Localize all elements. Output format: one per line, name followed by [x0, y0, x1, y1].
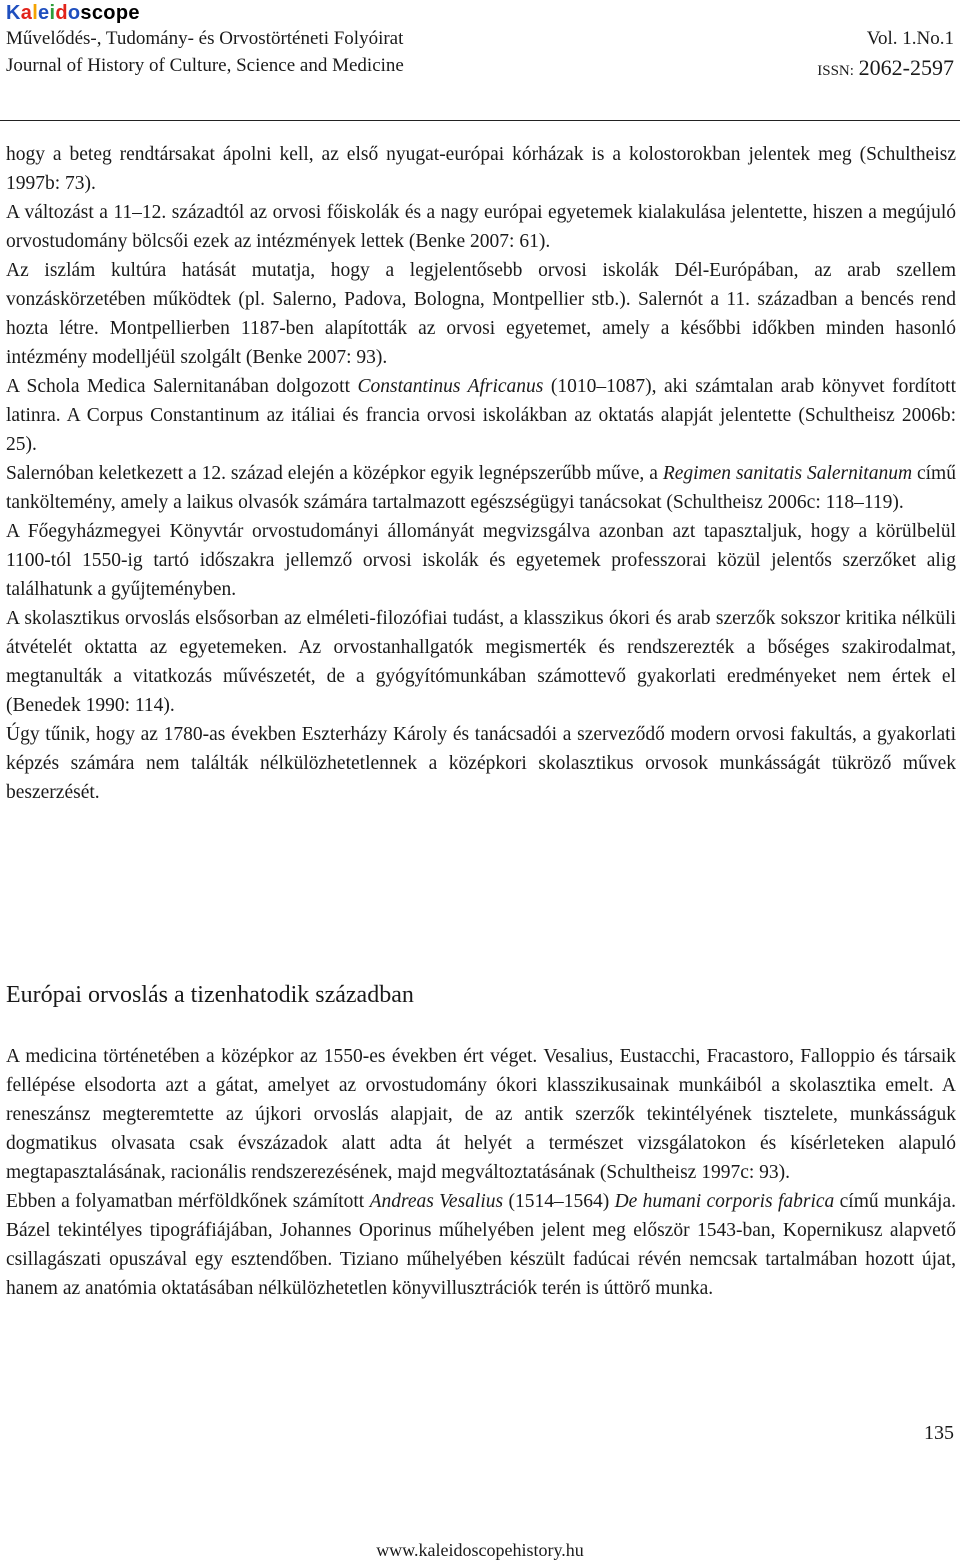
logo-letter: o: [67, 2, 81, 24]
section-heading: Európai orvoslás a tizenhatodik században: [6, 982, 414, 1008]
paragraph: A medicina történetében a középkor az 1550-es években ért véget. Vesalius, Eustacchi, Fracastoro, Falloppio és társaik fellépése elsodorta azt a gátat, amelyet az orvostudomány ókori klasszikusainak munkáiból a skolasztika emelt. A reneszánsz megteremtette az újkori orvoslás alapjait, de az antik szerzők tekintélyének tisztelete, munkásságuk dogmatikus olvasata csak évszázadok alatt adta át helyét a természet vizsgálatokon és kísérleteken alapuló megtapasztalásának, racionális rendszerezésének, majd megváltoztatásának (Schultheisz 1997c: 93).: [6, 1046, 956, 1183]
header-divider: [0, 120, 960, 121]
paragraph: Az iszlám kultúra hatását mutatja, hogy a legjelentősebb orvosi iskolák Dél-Európában, az arab szellem vonzáskörzetében működtek (pl. Salerno, Padova, Bologna, Montpellier stb.). Salernót a 11. században a bencés rend hozta létre. Montpellierben 1187-ben alapították az orvosi egyetemet, amely a későbbi időkben minden hasonló intézmény modelljéül szolgált (Benke 2007: 93).: [6, 260, 956, 368]
issn-number: 2062-2597: [858, 55, 954, 80]
logo-letter: K: [6, 2, 21, 24]
logo-letter: e: [128, 2, 140, 24]
issn-prefix: ISSN:: [817, 63, 854, 79]
body-text-top: [6, 140, 956, 807]
logo-letter: e: [38, 2, 50, 24]
paragraph: hogy a beteg rendtársakat ápolni kell, az első nyugat-európai kórházak is a kolostorokban jelentek meg (Schultheisz 1997b: 73).: [6, 144, 956, 194]
paragraph: Úgy tűnik, hogy az 1780-as években Eszterházy Károly és tanácsadói a szerveződő modern orvosi fakultás, a gyakorlati képzés számára nem találták nélkülözhetetlennek a középkori skolasztikus orvosok munkásságát tükröző művek beszerzését.: [6, 724, 956, 803]
body-text-bottom: [6, 1042, 956, 1303]
journal-subtitle-hu: Művelődés-, Tudomány- és Orvostörténeti Folyóirat: [6, 28, 404, 49]
page-number: 135: [924, 1422, 954, 1444]
paragraph: A skolasztikus orvoslás elsősorban az elméleti-filozófiai tudást, a klasszikus ókori és arab szerzők sokszor kritika nélküli átvételét oktatta az egyetemeken. Az orvostanhallgatók megismerték és rendszerezték a bőséges szakirodalmat, megtanulták a vitatkozás művészetét, de a gyógyítómunkában számottevő gyakorlati eredményeket nem értek el (Benedek 1990: 114).: [6, 608, 956, 716]
paragraph: A változást a 11–12. századtól az orvosi főiskolák és a nagy európai egyetemek kialakulása jelentette, hiszen a megújuló orvostudomány bölcsői ezek az intézmények lettek (Benke 2007: 61).: [6, 202, 956, 252]
volume-label: Vol. 1.No.1: [866, 28, 954, 49]
paragraph: Ebben a folyamatban mérföldkőnek számított Andreas Vesalius (1514–1564) De humani corporis fabrica című munkája. Bázel tekintélyes tipográfiájában, Johannes Oporinus műhelyében jelent meg először 1543-ban, Kopernikusz alapvető csillagászati opuszával egy esztendőben. Tiziano műhelyében készült fadúcai révén nemcsak tartalmában hozott újat, hanem az anatómia oktatásában nélkülözhetetlen könyvillusztrációk terén is úttörő munka.: [6, 1191, 956, 1299]
logo-letter: i: [49, 2, 56, 24]
footer-url: www.kaleidoscopehistory.hu: [376, 1540, 584, 1560]
issn-label: [817, 55, 954, 81]
paragraph: A Főegyházmegyei Könyvtár orvostudományi állományát megvizsgálva azonban azt tapasztaljuk, hogy a körülbelül 1100-tól 1550-ig tartó időszakra jellemző orvosi iskolák és egyetemek professzorai közül jelentős szerzőket alig találhatunk a gyűjteményben.: [6, 521, 956, 600]
paragraph: A Schola Medica Salernitanában dolgozott Constantinus Africanus (1010–1087), aki számtalan arab könyvet fordított latinra. A Corpus Constantinum az itáliai és francia orvosi iskolákban az oktatás alapját jelentette (Schultheisz 2006b: 25).: [6, 376, 956, 455]
logo-letter: c: [91, 2, 104, 24]
journal-logo: [6, 2, 140, 25]
journal-header: [0, 0, 960, 92]
logo-letter: l: [32, 2, 39, 24]
paragraph: Salernóban keletkezett a 12. század elején a középkor egyik legnépszerűbb műve, a Regimen sanitatis Salernitanum című tanköltemény, amely a laikus olvasók számára tartalmazott egészségügyi tanácsokat (Schultheisz 2006c: 118–119).: [6, 463, 956, 513]
logo-letter: a: [20, 2, 33, 24]
logo-letter: s: [80, 2, 92, 24]
logo-letter: o: [103, 2, 116, 24]
logo-letter: p: [115, 2, 129, 24]
journal-subtitle-en: Journal of History of Culture, Science and Medicine: [6, 55, 404, 76]
logo-letter: d: [55, 2, 68, 24]
